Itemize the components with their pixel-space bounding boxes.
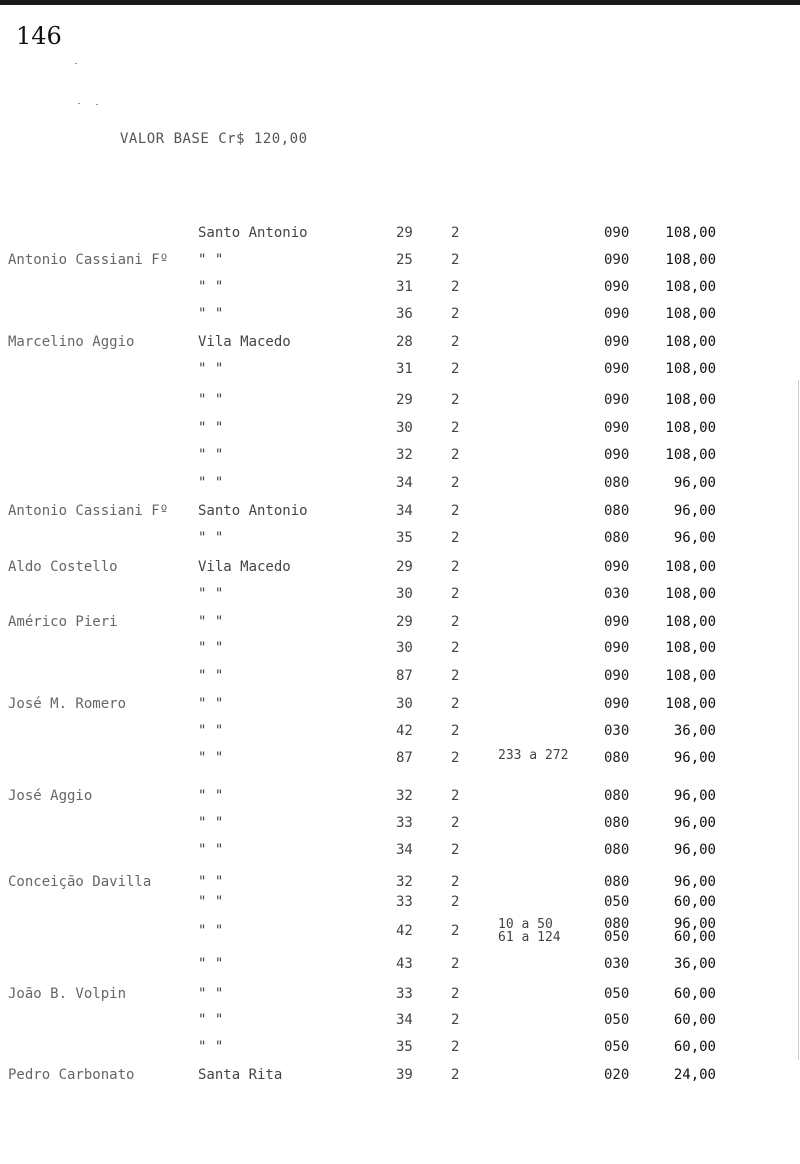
row-name: José Aggio <box>8 788 93 804</box>
row-name: José M. Romero <box>8 696 127 712</box>
row-name: Antonio Cassiani Fº <box>8 503 169 519</box>
table-row <box>0 955 800 975</box>
row-value: 108,00 <box>665 252 716 268</box>
row-quantity: 2 <box>451 1012 460 1028</box>
table-row <box>0 722 800 742</box>
row-quantity: 2 <box>451 788 460 804</box>
row-number: 32 <box>396 788 413 804</box>
row-location: " " <box>198 986 224 1002</box>
row-code: 090 <box>604 392 630 408</box>
row-value: 108,00 <box>665 306 716 322</box>
row-value: 60,00 <box>673 894 716 910</box>
row-location: " " <box>198 815 224 831</box>
row-quantity: 2 <box>451 640 460 656</box>
row-location: " " <box>198 530 224 546</box>
row-code: 080 <box>604 750 630 766</box>
row-location: " " <box>198 894 224 910</box>
row-location: " " <box>198 447 224 463</box>
row-code: 050 <box>604 1012 630 1028</box>
row-number: 35 <box>396 1039 413 1055</box>
row-location: " " <box>198 252 224 268</box>
row-quantity: 2 <box>451 956 460 972</box>
table-row <box>0 873 800 893</box>
table-row <box>0 502 800 522</box>
row-code: 090 <box>604 252 630 268</box>
row-number: 36 <box>396 306 413 322</box>
table-row <box>0 613 800 633</box>
row-value: 96,00 <box>673 750 716 766</box>
table-row <box>0 305 800 325</box>
row-number: 29 <box>396 614 413 630</box>
row-quantity: 2 <box>451 306 460 322</box>
row-code: 090 <box>604 447 630 463</box>
table-row <box>0 529 800 549</box>
table-row <box>0 893 800 913</box>
row-quantity: 2 <box>451 334 460 350</box>
row-number: 32 <box>396 447 413 463</box>
table-row <box>0 916 800 945</box>
row-code: 080 <box>604 503 630 519</box>
row-value: 60,00 <box>673 1039 716 1055</box>
row-code: 090 <box>604 668 630 684</box>
table-row <box>0 749 800 769</box>
row-number: 32 <box>396 874 413 890</box>
row-code: 080 <box>604 475 630 491</box>
row-code: 050 <box>604 986 630 1002</box>
row-code: 090 <box>604 420 630 436</box>
row-value: 108,00 <box>665 334 716 350</box>
row-value: 108,00 <box>665 361 716 377</box>
row-quantity: 2 <box>451 475 460 491</box>
row-quantity: 2 <box>451 923 460 939</box>
row-code: 090 <box>604 306 630 322</box>
row-location: " " <box>198 306 224 322</box>
row-quantity: 2 <box>451 1039 460 1055</box>
row-location: " " <box>198 614 224 630</box>
row-number: 29 <box>396 225 413 241</box>
row-quantity: 2 <box>451 279 460 295</box>
row-number: 42 <box>396 723 413 739</box>
row-range: 10 a 50 61 a 124 <box>498 917 561 945</box>
row-code: 090 <box>604 361 630 377</box>
row-location: Santa Rita <box>198 1067 283 1083</box>
row-code: 030 <box>604 956 630 972</box>
row-value: 108,00 <box>665 279 716 295</box>
table-row <box>0 278 800 298</box>
row-quantity: 2 <box>451 614 460 630</box>
row-number: 29 <box>396 392 413 408</box>
row-location: " " <box>198 279 224 295</box>
row-location: " " <box>198 420 224 436</box>
row-code: 090 <box>604 696 630 712</box>
row-value: 96,00 <box>673 530 716 546</box>
row-value: 108,00 <box>665 614 716 630</box>
row-location: " " <box>198 1012 224 1028</box>
row-value: 96,00 <box>673 788 716 804</box>
row-location: " " <box>198 750 224 766</box>
row-name: Américo Pieri <box>8 614 118 630</box>
row-value: 108,00 <box>665 586 716 602</box>
table-row <box>0 814 800 834</box>
table-row <box>0 251 800 271</box>
row-value: 60,00 <box>673 1012 716 1028</box>
row-value: 96,00 <box>673 874 716 890</box>
row-location: Santo Antonio <box>198 225 308 241</box>
row-name: Antonio Cassiani Fº <box>8 252 169 268</box>
row-value: 60,00 <box>673 986 716 1002</box>
table-row <box>0 474 800 494</box>
row-code: 020 <box>604 1067 630 1083</box>
row-quantity: 2 <box>451 559 460 575</box>
row-value: 36,00 <box>673 956 716 972</box>
row-code: 090 <box>604 559 630 575</box>
row-number: 34 <box>396 842 413 858</box>
row-number: 30 <box>396 696 413 712</box>
page-number: 146 <box>16 22 62 50</box>
table-row <box>0 419 800 439</box>
row-code: 050 <box>604 894 630 910</box>
row-number: 33 <box>396 986 413 1002</box>
table-row <box>0 558 800 578</box>
row-quantity: 2 <box>451 447 460 463</box>
row-value: 108,00 <box>665 225 716 241</box>
row-number: 30 <box>396 640 413 656</box>
row-quantity: 2 <box>451 750 460 766</box>
row-location: " " <box>198 696 224 712</box>
row-quantity: 2 <box>451 1067 460 1083</box>
row-code: 090 <box>604 640 630 656</box>
table-row <box>0 985 800 1005</box>
table-row <box>0 639 800 659</box>
row-number: 30 <box>396 586 413 602</box>
row-quantity: 2 <box>451 252 460 268</box>
row-location: Vila Macedo <box>198 559 291 575</box>
row-code: 090 <box>604 334 630 350</box>
row-number: 33 <box>396 894 413 910</box>
row-code: 080 <box>604 874 630 890</box>
row-number: 30 <box>396 420 413 436</box>
row-name: João B. Volpin <box>8 986 127 1002</box>
table-row <box>0 224 800 244</box>
row-location: Vila Macedo <box>198 334 291 350</box>
row-number: 87 <box>396 750 413 766</box>
row-quantity: 2 <box>451 420 460 436</box>
row-quantity: 2 <box>451 361 460 377</box>
row-code: 030 <box>604 586 630 602</box>
row-quantity: 2 <box>451 696 460 712</box>
row-quantity: 2 <box>451 586 460 602</box>
row-code: 080 <box>604 842 630 858</box>
row-code: 080 <box>604 788 630 804</box>
row-number: 87 <box>396 668 413 684</box>
row-value: 96,00 60,00 <box>673 916 716 945</box>
row-code: 080 <box>604 815 630 831</box>
row-value: 36,00 <box>673 723 716 739</box>
row-code: 090 <box>604 225 630 241</box>
row-location: " " <box>198 640 224 656</box>
row-value: 108,00 <box>665 640 716 656</box>
row-value: 108,00 <box>665 447 716 463</box>
row-number: 43 <box>396 956 413 972</box>
row-name: Aldo Costello <box>8 559 118 575</box>
row-code: 080 <box>604 530 630 546</box>
row-value: 108,00 <box>665 559 716 575</box>
row-value: 96,00 <box>673 503 716 519</box>
table-row <box>0 585 800 605</box>
row-value: 108,00 <box>665 420 716 436</box>
row-location: " " <box>198 956 224 972</box>
row-quantity: 2 <box>451 392 460 408</box>
row-location: " " <box>198 475 224 491</box>
row-number: 34 <box>396 503 413 519</box>
table-row <box>0 446 800 466</box>
row-quantity: 2 <box>451 723 460 739</box>
row-name: Marcelino Aggio <box>8 334 135 350</box>
row-code: 050 <box>604 1039 630 1055</box>
row-quantity: 2 <box>451 842 460 858</box>
row-value: 108,00 <box>665 668 716 684</box>
row-location: " " <box>198 668 224 684</box>
header-title: VALOR BASE Cr$ 120,00 <box>120 131 308 147</box>
row-name: Pedro Carbonato <box>8 1067 135 1083</box>
row-quantity: 2 <box>451 668 460 684</box>
table-row <box>0 787 800 807</box>
row-value: 108,00 <box>665 392 716 408</box>
row-number: 28 <box>396 334 413 350</box>
row-location: " " <box>198 723 224 739</box>
table-row <box>0 695 800 715</box>
row-location: " " <box>198 1039 224 1055</box>
table-row <box>0 1066 800 1086</box>
row-name: Conceição Davilla <box>8 874 152 890</box>
row-number: 35 <box>396 530 413 546</box>
row-code: 080 050 <box>604 916 630 945</box>
row-value: 96,00 <box>673 815 716 831</box>
table-row <box>0 841 800 861</box>
row-number: 31 <box>396 361 413 377</box>
row-location: " " <box>198 788 224 804</box>
row-location: " " <box>198 923 224 939</box>
row-value: 24,00 <box>673 1067 716 1083</box>
row-value: 96,00 <box>673 842 716 858</box>
row-number: 34 <box>396 475 413 491</box>
table-row <box>0 360 800 380</box>
row-code: 090 <box>604 279 630 295</box>
row-number: 31 <box>396 279 413 295</box>
row-number: 25 <box>396 252 413 268</box>
row-location: " " <box>198 842 224 858</box>
row-location: " " <box>198 361 224 377</box>
row-number: 33 <box>396 815 413 831</box>
row-range: 233 a 272 <box>498 748 569 763</box>
table-row <box>0 1011 800 1031</box>
row-location: Santo Antonio <box>198 503 308 519</box>
row-quantity: 2 <box>451 874 460 890</box>
row-number: 34 <box>396 1012 413 1028</box>
row-quantity: 2 <box>451 894 460 910</box>
row-code: 030 <box>604 723 630 739</box>
row-quantity: 2 <box>451 530 460 546</box>
table-row <box>0 1038 800 1058</box>
row-code: 090 <box>604 614 630 630</box>
row-quantity: 2 <box>451 503 460 519</box>
row-location: " " <box>198 586 224 602</box>
row-quantity: 2 <box>451 225 460 241</box>
row-location: " " <box>198 874 224 890</box>
table-row <box>0 333 800 353</box>
row-quantity: 2 <box>451 986 460 1002</box>
row-location: " " <box>198 392 224 408</box>
row-quantity: 2 <box>451 815 460 831</box>
row-number: 42 <box>396 923 413 939</box>
row-number: 29 <box>396 559 413 575</box>
row-value: 96,00 <box>673 475 716 491</box>
row-number: 39 <box>396 1067 413 1083</box>
table-row <box>0 667 800 687</box>
row-value: 108,00 <box>665 696 716 712</box>
table-row <box>0 391 800 411</box>
